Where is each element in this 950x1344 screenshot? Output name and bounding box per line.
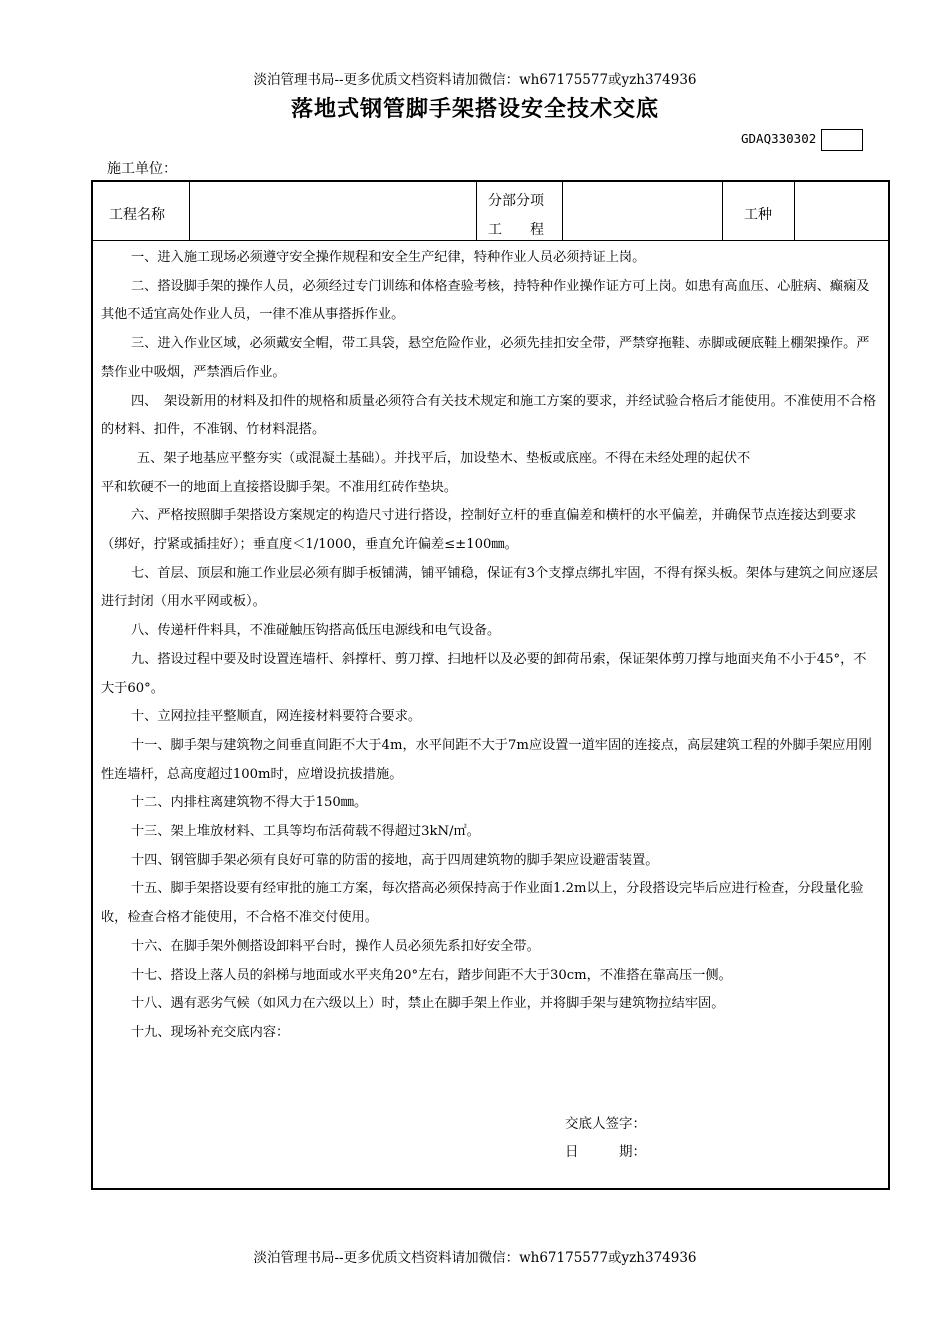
date-label: 日 期： [565,1144,646,1160]
work-type-field[interactable] [795,182,889,240]
list-item: 十六、在脚手架外侧搭设卸料平台时，操作人员必须先系扣好安全带。 [131,938,540,954]
list-item: 八、传递杆件料具，不准碰触压钩搭高低压电源线和电气设备。 [131,623,501,639]
project-name-label: 工程名称 [109,207,165,223]
table-header-row [93,182,888,241]
project-name-field[interactable] [190,182,475,240]
list-item: 平和软硬不一的地面上直接搭设脚手架。不准用红砖作垫块。 [101,479,458,495]
list-item: 十七、搭设上落人员的斜梯与地面或水平夹角20°左右，踏步间距不大于30cm，不准搭在靠高压一侧。 [131,967,732,983]
list-item: 十一、脚手架与建筑物之间垂直间距不大于4m，水平间距不大于7m应设置一道牢固的连接点，高层建筑工程的外脚手架应用刚性连墙杆，总高度超过100m时，应增设抗拔措施。 [101,737,872,782]
work-type-label: 工种 [744,207,772,223]
list-item: 十二、内排柱离建筑物不得大于150㎜。 [131,795,368,811]
list-item: 一、进入施工现场必须遵守安全操作规程和安全生产纪律，特种作业人员必须持证上岗。 [131,250,646,265]
list-item: 七、首层、顶层和施工作业层必须有脚手板铺满，铺平铺稳，保证有3个支撑点绑扎牢固，不得有探头板。架体与建筑之间应逐层进行封闭（用水平网或板）。 [101,565,878,610]
header-note: 淡泊管理书局--更多优质文档资料请加微信：wh67175577或yzh374936 [253,72,697,88]
document-code: GDAQ330302 [741,131,817,146]
list-item: 十、立网拉挂平整顺直，网连接材料要符合要求。 [131,709,422,725]
disclosure-table [91,180,890,1190]
page-title: 落地式钢管脚手架搭设安全技术交底 [290,97,659,122]
sub-project-label-line2: 工 程 [488,222,544,238]
signature-label: 交底人签字： [565,1116,646,1132]
sub-project-field[interactable] [563,182,721,240]
disclosure-content [101,244,878,1048]
construction-unit-label: 施工单位： [107,161,177,177]
list-item: 十八、遇有恶劣气候（如风力在六级以上）时，禁止在脚手架上作业，并将脚手架与建筑物拉结牢固。 [131,996,725,1012]
list-item: 四、 架设新用的材料及扣件的规格和质量必须符合有关技术规定和施工方案的要求，并经试验合格后才能使用。不准使用不合格的材料、扣件，不准钢、竹材料混搭。 [101,393,877,438]
list-item: 十四、钢管脚手架必须有良好可靠的防雷的接地，高于四周建筑物的脚手架应设避雷装置。 [131,852,659,868]
list-item: 十九、现场补充交底内容： [131,1024,290,1040]
list-item: 六、严格按照脚手架搭设方案规定的构造尺寸进行搭设，控制好立杆的垂直偏差和横杆的水平偏差，并确保节点连接达到要求（绑好，拧紧或插挂好）；垂直度＜1/1000，垂直允许偏差≤±100㎜。 [101,508,857,553]
sub-project-label-line1: 分部分项 [488,193,544,209]
document-code-box[interactable] [821,129,863,151]
list-item: 九、搭设过程中要及时设置连墙杆、斜撑杆、剪刀撑、扫地杆以及必要的卸荷吊索，保证架体剪刀撑与地面夹角不小于45°，不大于60°。 [101,651,867,696]
list-item: 十五、脚手架搭设要有经审批的施工方案，每次搭高必须保持高于作业面1.2m以上，分段搭设完毕后应进行检查，分段量化验收，检查合格才能使用，不合格不准交付使用。 [101,881,864,926]
list-item: 十三、架上堆放材料、工具等均布活荷载不得超过3kN/㎡。 [131,824,480,840]
list-item: 三、进入作业区域，必须戴安全帽，带工具袋，悬空危险作业，必须先挂扣安全带，严禁穿拖鞋、赤脚或硬底鞋上棚架操作。严禁作业中吸烟，严禁酒后作业。 [101,336,870,380]
list-item: 五、架子地基应平整夯实（或混凝土基础）。并找平后，加设垫木、垫板或底座。不得在未经处理的起伏不 [137,450,751,466]
list-item: 二、搭设脚手架的操作人员，必须经过专门训练和体格查验考核，持特种作业操作证方可上岗。如患有高血压、心脏病、癫痫及其他不适宜高处作业人员，一律不准从事搭拆作业。 [101,278,870,323]
footer-note: 淡泊管理书局--更多优质文档资料请加微信：wh67175577或yzh374936 [253,1250,697,1266]
